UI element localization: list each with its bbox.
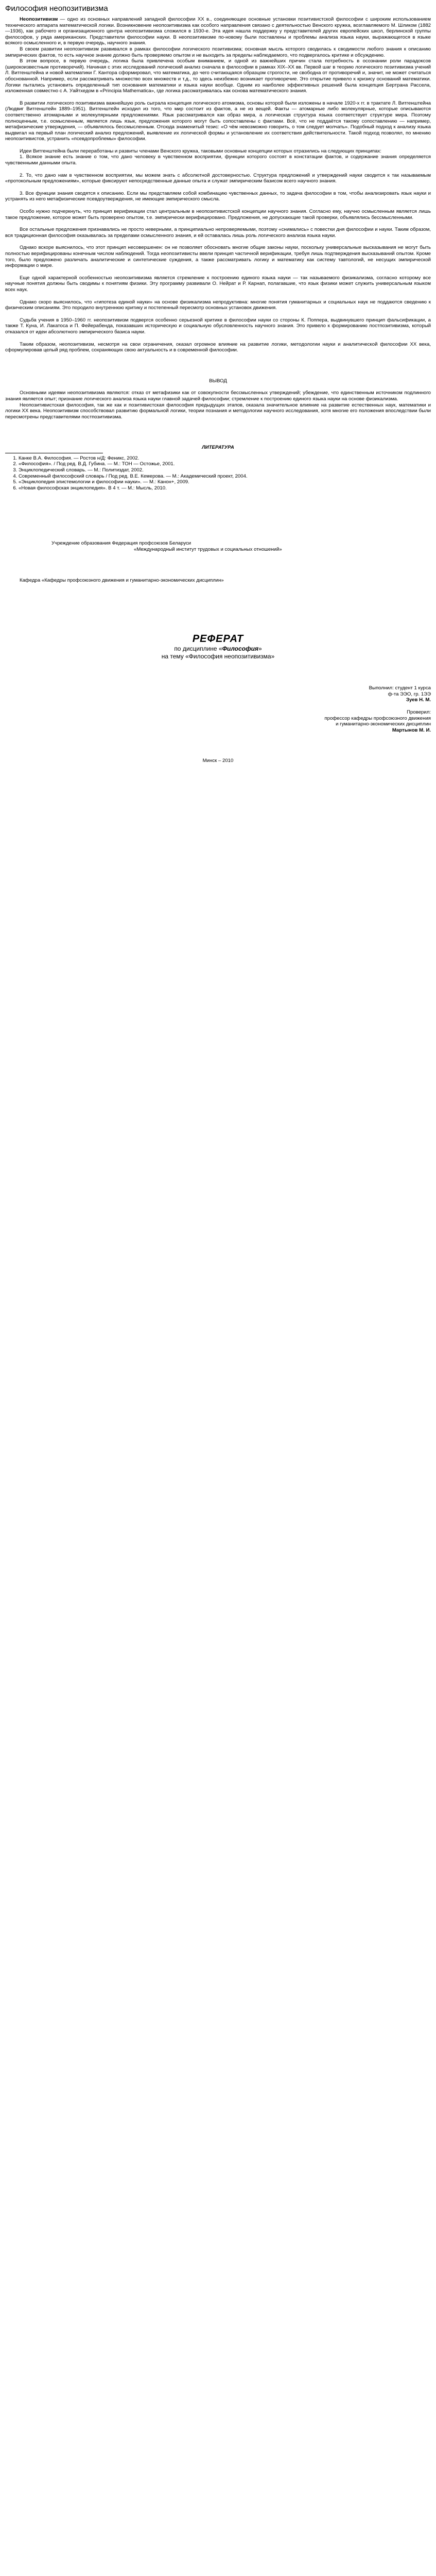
paragraph: В своем развитии неопозитивизм развивался в рамках философии логического позитивизма; основная мысль которого сводилась к сводимости любого знания к описанию эмпирических фактов, то есть научное знание должно быть проверяемо опытом и не выходить за пределы наблюдаемого, что подвергалось критике и обсуждению. (5, 46, 431, 58)
literature-item: 1. Канке В.А. Философия. — Ростов н/Д: Феникс, 2002. (19, 455, 431, 462)
paragraph: Все остальные предложения признавались не просто неверными, а принципиально непроверяемыми, поэтому «снимались» с повестки дня философии и науки. Таким образом, вся традиционная философия оказывалась за пределами осмысленного знания, и ей оставалась лишь роль логического анализа языка науки. (5, 227, 431, 239)
literature-item: 4. Современный философский словарь / Под ред. В.Е. Кемерова. — М.: Академический проект, 2004. (19, 473, 431, 480)
paragraph-intro (5, 16, 431, 46)
author-line: ф-та ЭЭО, гр. 1ЭЭ (388, 691, 431, 697)
author-line: Выполнил: студент 1 курса (369, 685, 431, 691)
document-title: Философия неопозитивизма (5, 4, 108, 13)
literature-item: 6. «Новая философская энциклопедия». В 4 т. — М.: Мысль, 2010. (19, 485, 431, 492)
conclusion-title: ВЫВОД (209, 378, 227, 384)
paragraph: Особо нужно подчеркнуть, что принцип верификации стал центральным в неопозитивистской концепции научного знания. Согласно ему, научно осмысленным является лишь такое предложение, которое может быть проверено опытом, т.е. эмпирически верифицировано. Предложения, не допускающие такой проверки, объявлялись бессмысленными. (5, 209, 431, 221)
document-page (0, 0, 436, 770)
paragraph-text: — одно из основных направлений западной философии XX в., соединяющее основные установки позитивистской философии с широким использованием технического аппарата математической логики. Возникновение неопозитивизма как особого направления связано с деятельностью Венского кружка, возглавляемого М. Шликом (1882—1936), как рабочего и организационного центра неопозитивизма сложился в 1930-е. Эта идея нашла поддержку у представителей других европейских школ, берлинской группы философов, у ряда американских. Представители философии науки. В неопозитивизме по-новому были поставлены и проблемы анализа языка науки, выражающегося в языке всякого осмысленного и, в первую очередь, научного знания. (5, 16, 431, 46)
institution-line: «Международный институт трудовых и социальных отношений» (134, 547, 282, 553)
checker-line: Проверил: (407, 709, 431, 715)
conclusion-paragraph: Основными идеями неопозитивизма являются: отказ от метафизики как от совокупности бессмысленных утверждений; убеждение, что единственным источником подлинного знания является опыт; признание логического анализа языка науки главной задачей философии; стремление к построению единого языка науки на основе физикализма. (5, 390, 431, 402)
author-name (5, 697, 431, 703)
discipline-name: Философия (222, 645, 258, 653)
discipline-suffix: » (258, 645, 262, 653)
literature-title: ЛИТЕРАТУРА (202, 445, 234, 451)
conclusion-paragraph: Неопозитивистская философия, так же как и позитивистская философия предыдущих этапов, оказала значительное влияние на развитие естественных наук, математики и логики XX века. Неопозитивизм способствовал развитию формальной логики, теории познания и методологии научного исследования, хотя многие его положения впоследствии были пересмотрены представителями постпозитивизма. (5, 402, 431, 420)
paragraph: Однако вскоре выяснилось, что этот принцип несовершенен: он не позволяет обосновать многие общие законы науки, поскольку универсальные высказывания не могут быть полностью верифицированы конечным числом наблюдений. Тогда неопозитивисты ввели принцип частичной верификации, требуя лишь подтверждения высказываний опытом. Кроме того, было предложено различать аналитические и синтетические суждения, а также рассматривать логику и математику как систему тавтологий, не несущих эмпирической информации о мире. (5, 245, 431, 269)
paragraph: В этом вопросе, в первую очередь, логика была привлечена особым вниманием, и одной из важнейших причин стала потребность в осознании роли парадоксов (широкоизвестным противоречий). Начиная с этих исследований логический анализ сначала в философии в рамках XIX–XX вв. Первой шаг в теорию логического позитивизма учений Л. Витгенштейна и новой математики Г. Кантора сформировал, что математика, до чего считающаяся образцом строгости, не свободна от противоречий и, значит, не может считаться обоснованной. Например, если рассматривать множество всех множеств и т.д., то здесь неизбежно возникает противоречие. Это открытие привело к кризису оснований математики. Логики пытались установить определенный тип основания математики и языка науки вообще. Одним из наиболее эффективных решений была концепция Бертрана Рассела, изложенная совместно с А. Уайтхедом в «Principia Mathematica», где логика рассматривалась как основа математического знания. (5, 58, 431, 94)
literature-item: 3. Энциклопедический словарь. — М.: Политиздат, 2002. (19, 467, 431, 473)
department-line: Кафедра «Кафедры профсоюзного движения и гуманитарно-экономических дисциплин» (20, 577, 224, 583)
literature-list (5, 455, 431, 492)
intro-term: Неопозитивизм (20, 16, 58, 22)
referat-topic: на тему «Философия неопозитивизма» (161, 653, 275, 660)
checker-line: профессор кафедры профсоюзного движения (324, 715, 431, 721)
paragraph: Идеи Витгенштейна были переработаны и развиты членами Венского кружка, таковыми основные концепции которых отразились на следующих принципах: (20, 148, 381, 154)
principle-item: 3. Все функции знания сводятся к описанию. Если мы представляем собой комбинацию чувственных данных, то задача философии в том, чтобы анализировать язык науки и устранять из него метафизические псевдоутверждения, не имеющие эмпирического смысла. (5, 190, 431, 202)
paragraph: Судьба учения в 1950–1960 гг. неопозитивизм подвергся особенно серьезной критике в философии науки со стороны К. Поппера, выдвинувшего принцип фальсификации, а также Т. Куна, И. Лакатоса и П. Фейерабенда, показавших историческую и социальную обусловленность научного знания. Это привело к формированию постпозитивизма, который отказался от идеи абсолютного эмпирического базиса науки. (5, 317, 431, 335)
title-page-header (5, 540, 431, 552)
referat-title: РЕФЕРАТ (192, 633, 244, 645)
paragraph: В развитии логического позитивизма важнейшую роль сыграла концепция логического атомизма, основы которой были изложены в начале 1920-х гг. в трактате Л. Витгенштейна (Людвиг Витгенштейн 1889–1951). Витгенштейн исходил из того, что мир состоит из фактов, а не из вещей. Факты — атомарные либо молекулярные, которые описываются соответственно атомарными и молекулярными предложениями. Язык рассматривался как образ мира, а логическая структура языка соответствует структуре мира. Поэтому полноценным, т.е. осмысленным, является лишь язык, предложения которого могут быть сопоставлены с фактами. Всё, что не поддаётся такому сопоставлению — например, метафизические утверждения, — объявлялось бессмысленным. Отсюда знаменитый тезис: «О чём невозможно говорить, о том следует молчать». Подобный подход к анализу языка выдвигал на первый план логический анализ предложений, выявление их логической формы и установление их соответствия действительности. Такой подход позволял, по мнению неопозитивистов, устранить «псевдопроблемы» философии. (5, 100, 431, 142)
discipline-prefix: по дисциплине « (174, 645, 222, 653)
institution-line: Учреждение образования Федерация профсоюзов Беларуси (51, 540, 191, 547)
referat-discipline (5, 645, 431, 653)
checker-name (5, 727, 431, 734)
city-year: Минск – 2010 (202, 758, 234, 764)
checker-line: и гуманитарно-экономических дисциплин (336, 721, 431, 727)
checker-name-text: Мартынов М. И. (392, 727, 431, 733)
literature-item: 5. «Энциклопедия эпистемологии и философии науки». — М.: Канон+, 2009. (19, 479, 431, 485)
literature-item: 2. «Философия». / Под ред. В.Д. Губина. — М.: ТОН — Остожье, 2001. (19, 461, 431, 467)
paragraph: Однако скоро выяснилось, что «гипотеза единой науки» на основе физикализма непродуктивна: многие понятия гуманитарных и социальных наук не поддаются сведению к физическим описаниям. Это породило внутреннюю критику и постепенный пересмотр основных установок движения. (5, 299, 431, 311)
paragraph: Еще одной характерной особенностью неопозитивизма является стремление к построению единого языка науки — так называемого физикализма, согласно которому все научные понятия должны быть сводимы к понятиям физики. Эту программу развивали О. Нейрат и Р. Карнап, полагавшие, что язык физики может служить универсальным языком всех наук. (5, 275, 431, 293)
principle-item: 1. Всякое знание есть знание о том, что дано человеку в чувственном восприятии, функции которого состоят в констатации фактов, и содержание знания определяется чувственными данными опыта. (5, 154, 431, 166)
author-name-text: Зуев Н. М. (406, 697, 431, 703)
paragraph: Таким образом, неопозитивизм, несмотря на свои ограничения, оказал огромное влияние на развитие логики, методологии науки и аналитической философии XX века, сформулировав целый ряд проблем, сохраняющих свою актуальность и в современной философии. (5, 341, 431, 353)
principle-item: 2. То, что дано нам в чувственном восприятии, мы можем знать с абсолютной достоверностью. Структура предложений и утверждений науки сводится к так называемым «протокольным предложениям», которые фиксируют непосредственные данные опыта и служат эмпирическим базисом всего научного знания. (5, 172, 431, 184)
